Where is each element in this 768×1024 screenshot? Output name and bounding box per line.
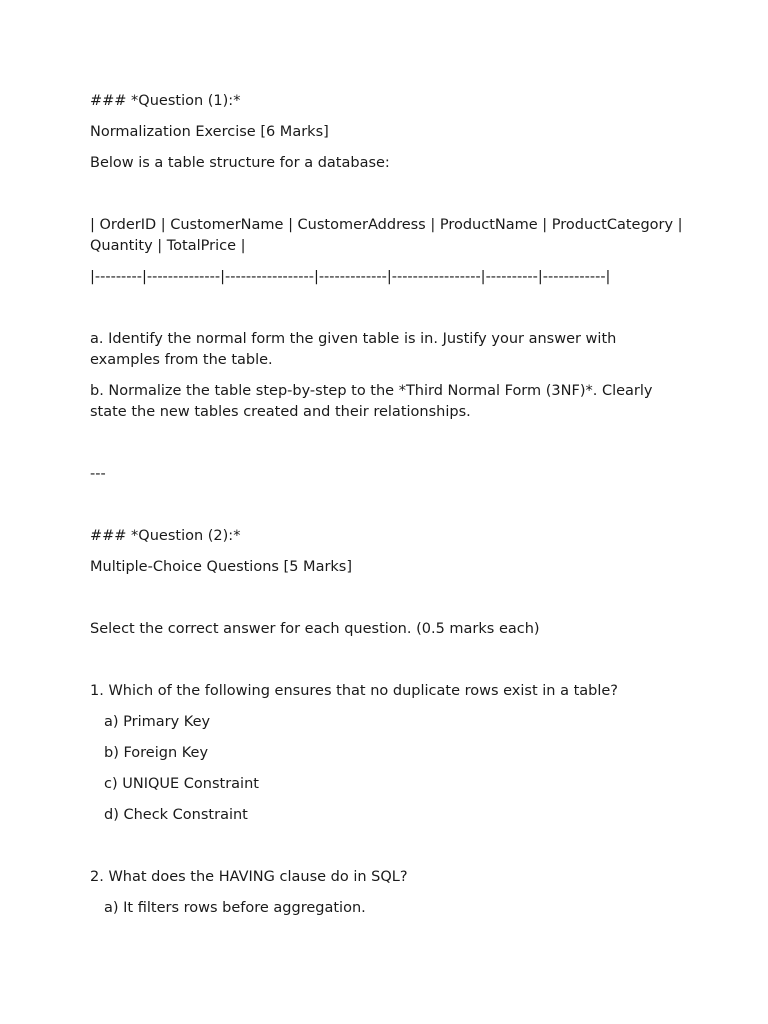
mcq-option: c) UNIQUE Constraint: [104, 776, 259, 792]
question-2-instruction: Select the correct answer for each question. (0.5 marks each): [90, 621, 540, 637]
blank-line: [90, 588, 690, 609]
table-separator-row: |---------|--------------|-----------------|-------------|-----------------|----------|------------|: [90, 269, 611, 285]
question-1-part-a: a. Identify the normal form the given table is in. Justify your answer with examples from the table.: [90, 331, 621, 368]
blank-line: [90, 495, 690, 516]
question-1-heading: ### *Question (1):*: [90, 93, 241, 109]
mcq-option: d) Check Constraint: [104, 807, 248, 823]
document-body: [90, 91, 690, 929]
table-header-row: | OrderID | CustomerName | CustomerAddress | ProductName | ProductCategory | Quantity | TotalPrice |: [90, 217, 688, 254]
mcq-option: a) Primary Key: [104, 714, 211, 730]
mcq-question-1: 1. Which of the following ensures that no duplicate rows exist in a table?: [90, 683, 618, 699]
question-2-title: Multiple-Choice Questions [5 Marks]: [90, 559, 353, 575]
question-1-intro: Below is a table structure for a database:: [90, 155, 390, 171]
mcq-option: a) It filters rows before aggregation.: [104, 900, 366, 916]
question-2-heading: ### *Question (2):*: [90, 528, 241, 544]
section-divider: ---: [90, 466, 106, 482]
blank-line: [90, 184, 690, 205]
question-1-part-b: b. Normalize the table step-by-step to the *Third Normal Form (3NF)*. Clearly state the new tables created and their relationships.: [90, 383, 658, 420]
question-1-title: Normalization Exercise [6 Marks]: [90, 124, 329, 140]
blank-line: [90, 298, 690, 319]
blank-line: [90, 836, 690, 857]
mcq-question-2: 2. What does the HAVING clause do in SQL?: [90, 869, 408, 885]
mcq-option: b) Foreign Key: [104, 745, 209, 761]
blank-line: [90, 433, 690, 454]
blank-line: [90, 650, 690, 671]
